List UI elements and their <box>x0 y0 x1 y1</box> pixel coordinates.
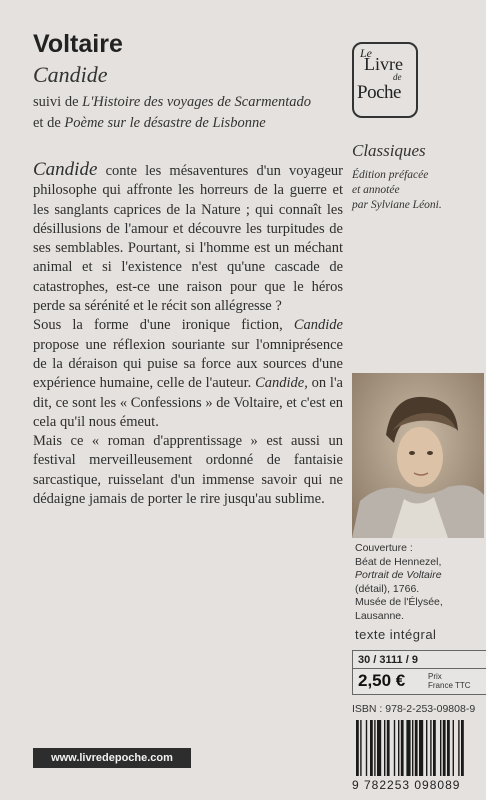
texte-integral-label: texte intégral <box>355 627 437 642</box>
companion-works-line-1: suivi de L'Histoire des voyages de Scarmentado <box>33 94 312 110</box>
edition-note: Édition préfacée et annotée par Sylviane Léoni. <box>352 169 442 211</box>
blurb-paragraph-2: Sous la forme d'une ironique fiction, Candide propose une réflexion souriante sur l'omniprésence de la déraison qui puise sa force aux sources d'une expérience humaine, celle de l'auteur. Candide, on l'a dit, ce sont les « Confessions » de Voltaire, et c'est en cela qu'il nous émeut. <box>33 317 343 430</box>
collection-name: Classiques <box>352 141 426 160</box>
blurb-paragraph-3: Mais ce « roman d'apprentissage » est aussi un festival merveilleusement ordonné de fantaisie sarcastique, ruisselant d'un immense savoir qui ne dédaigne jamais de porter le rire jusqu'au sublime. <box>33 433 343 508</box>
isbn-text: ISBN : 978-2-253-09808-9 <box>352 703 476 715</box>
author-name: Voltaire <box>33 30 123 58</box>
blurb-text <box>33 160 343 509</box>
price-value: 2,50 € <box>358 671 406 690</box>
price-box <box>352 650 486 695</box>
price-code: 30 / 3111 / 9 <box>358 654 418 666</box>
website-banner: www.livredepoche.com <box>33 748 191 768</box>
companion-work-1: L'Histoire des voyages de Scarmentado <box>82 94 312 110</box>
cover-credit: Couverture : Béat de Hennezel, Portrait de Voltaire (détail), 1766. Musée de l'Élysée, Lausanne. <box>355 542 443 622</box>
book-title: Candide <box>33 62 108 87</box>
barcode-digits: 9 782253 098089 <box>352 778 461 792</box>
blurb-paragraph-1: Candide conte les mésaventures d'un voyageur philosophe qui affronte les horreurs de la guerre et les sanglants caprices de la Nature ; qui connaît les désillusions de l'amour et découvre les turpitudes de ses semblables. Pourtant, si l'homme est un méchant animal et si l'existence n'est qu'une cascade de catastrophes, est-ce une raison pour que le héros perde sa sérénité et le récit son allégresse ? <box>33 159 343 315</box>
price-note: Prix France TTC <box>428 672 471 690</box>
companion-work-2: Poème sur le désastre de Lisbonne <box>64 115 266 131</box>
companion-works-line-2: et de Poème sur le désastre de Lisbonne <box>33 115 266 131</box>
voltaire-portrait-image <box>352 373 484 538</box>
livre-de-poche-logo: Le Livre de Poche <box>352 42 418 118</box>
barcode-image <box>352 720 486 780</box>
